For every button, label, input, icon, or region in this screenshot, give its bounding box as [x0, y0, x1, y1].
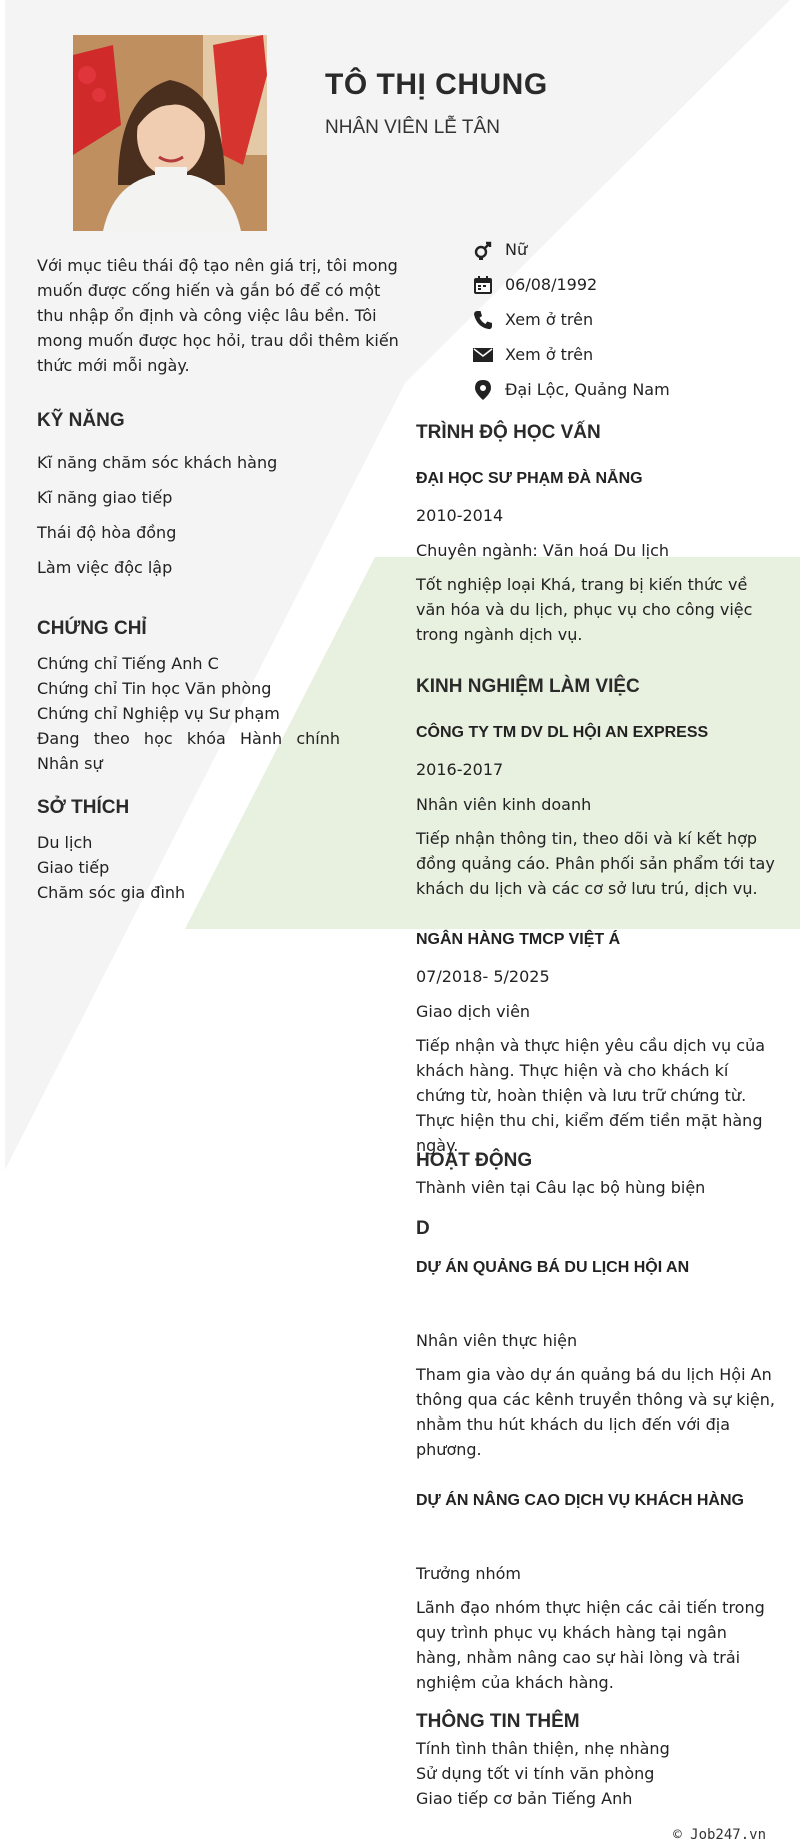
certificate-item: Đang theo học khóa Hành chính Nhân sự — [37, 729, 340, 773]
job-description: Tiếp nhận và thực hiện yêu cầu dịch vụ của khách hàng. Thực hiện và cho khách kí chứng từ, hoàn thiện và lưu trữ chứng từ. Thực hiện thu chi, kiểm đếm tiền mặt hàng ngày. — [416, 1036, 766, 1155]
certificates-heading: CHỨNG CHỈ — [37, 618, 147, 639]
hobby-item: Du lịch — [37, 833, 93, 852]
job-description: Tiếp nhận thông tin, theo dõi và kí kết hợp đồng quảng cáo. Phân phối sản phẩm tới tay khách du lịch và các cơ sở lưu trú, dịch vụ. — [416, 829, 775, 898]
calendar-icon — [472, 274, 494, 296]
profile-photo — [73, 35, 267, 231]
project-name: DỰ ÁN QUẢNG BÁ DU LỊCH HỘI AN — [416, 1259, 690, 1276]
activity-item: Thành viên tại Câu lạc bộ hùng biện — [416, 1178, 706, 1197]
phone-value: Xem ở trên — [505, 310, 594, 329]
skill-item: Thái độ hòa đồng — [37, 523, 177, 542]
contact-address — [472, 372, 670, 407]
project-description: Lãnh đạo nhóm thực hiện các cải tiến trong quy trình phục vụ khách hàng tại ngân hàng, nhằm nâng cao sự hài lòng và trải nghiệm của khách hàng. — [416, 1598, 765, 1692]
location-icon — [472, 379, 494, 401]
skill-item: Kĩ năng chăm sóc khách hàng — [37, 453, 278, 472]
project-description: Tham gia vào dự án quảng bá du lịch Hội An thông qua các kênh truyền thông và sự kiện, nhằm thu hút khách du lịch đến với địa phương. — [416, 1365, 775, 1459]
hobbies-heading: SỞ THÍCH — [37, 797, 130, 818]
contact-gender — [472, 232, 670, 267]
contact-phone — [472, 302, 670, 337]
email-icon — [472, 344, 494, 366]
education-heading: TRÌNH ĐỘ HỌC VẤN — [416, 422, 601, 443]
project-role: Trưởng nhóm — [416, 1564, 521, 1583]
experience-heading: KINH NGHIỆM LÀM VIỆC — [416, 676, 640, 697]
candidate-name: TÔ THỊ CHUNG — [325, 68, 548, 101]
copyright-footer: © Job247.vn — [673, 1827, 766, 1843]
education-major: Chuyên ngành: Văn hoá Du lịch — [416, 541, 670, 560]
activities-heading: HOẠT ĐỘNG — [416, 1150, 533, 1171]
job-position: Giao dịch viên — [416, 1002, 531, 1021]
contact-birthday — [472, 267, 670, 302]
skill-item: Kĩ năng giao tiếp — [37, 488, 173, 507]
certificate-item: Chứng chỉ Tin học Văn phòng — [37, 679, 272, 698]
skills-heading: KỸ NĂNG — [37, 410, 125, 431]
gender-icon — [472, 239, 494, 261]
additional-list — [416, 1736, 670, 1811]
education-school: ĐẠI HỌC SƯ PHẠM ĐÀ NẴNG — [416, 470, 643, 487]
projects-heading: D — [416, 1218, 430, 1239]
career-objective: Với mục tiêu thái độ tạo nên giá trị, tôi mong muốn được cống hiến và gắn bó để có một thu nhập ổn định và công việc lâu bền. Tôi mong muốn được học hỏi, trau dồi thêm kiến thức mới mỗi ngày. — [37, 256, 399, 375]
birthday-value: 06/08/1992 — [505, 275, 598, 294]
skills-list — [37, 445, 277, 585]
contact-email — [472, 337, 670, 372]
job-position: Nhân viên kinh doanh — [416, 795, 592, 814]
additional-item: Tính tình thân thiện, nhẹ nhàng — [416, 1739, 670, 1758]
job-company: CÔNG TY TM DV DL HỘI AN EXPRESS — [416, 724, 709, 741]
project-role: Nhân viên thực hiện — [416, 1331, 578, 1350]
skill-item: Làm việc độc lập — [37, 558, 173, 577]
hobby-item: Chăm sóc gia đình — [37, 883, 186, 902]
additional-item: Sử dụng tốt vi tính văn phòng — [416, 1764, 655, 1783]
address-value: Đại Lộc, Quảng Nam — [505, 380, 670, 399]
education-period: 2010-2014 — [416, 506, 504, 525]
email-value: Xem ở trên — [505, 345, 594, 364]
phone-icon — [472, 309, 494, 331]
certificate-item: Chứng chỉ Tiếng Anh C — [37, 654, 219, 673]
additional-item: Giao tiếp cơ bản Tiếng Anh — [416, 1789, 633, 1808]
hobby-item: Giao tiếp — [37, 858, 110, 877]
job-title: NHÂN VIÊN LỄ TÂN — [325, 117, 500, 138]
certificate-item: Chứng chỉ Nghiệp vụ Sư phạm — [37, 704, 280, 723]
contact-info — [472, 232, 670, 407]
job-period: 2016-2017 — [416, 760, 504, 779]
hobbies-list — [37, 830, 185, 905]
job-period: 07/2018- 5/2025 — [416, 967, 550, 986]
education-description: Tốt nghiệp loại Khá, trang bị kiến thức về văn hóa và du lịch, phục vụ cho công việc trong ngành dịch vụ. — [416, 575, 753, 644]
gender-value: Nữ — [505, 240, 528, 259]
project-name: DỰ ÁN NÂNG CAO DỊCH VỤ KHÁCH HÀNG — [416, 1492, 744, 1509]
job-company: NGÂN HÀNG TMCP VIỆT Á — [416, 931, 621, 948]
certificates-list — [37, 651, 340, 776]
additional-heading: THÔNG TIN THÊM — [416, 1711, 580, 1732]
